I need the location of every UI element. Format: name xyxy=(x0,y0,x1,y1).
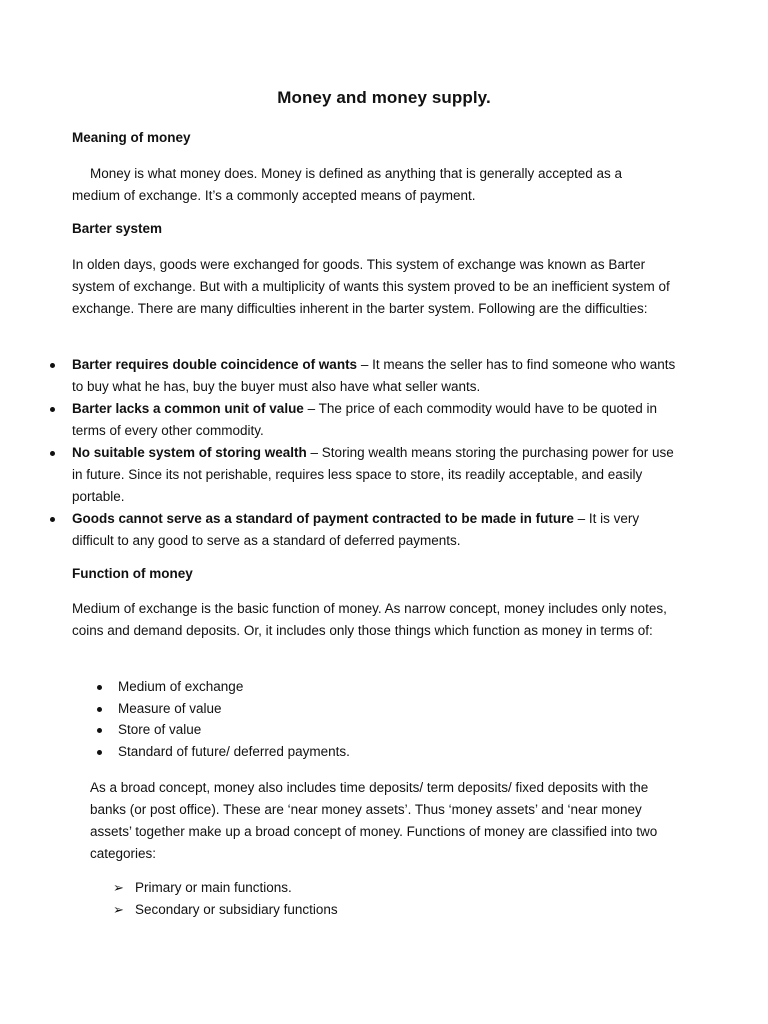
list-item xyxy=(118,676,350,698)
list-item-text: Secondary or subsidiary functions xyxy=(135,902,338,917)
arrow-bullet-icon: ➢ xyxy=(113,880,124,895)
bullet-icon xyxy=(50,407,55,412)
list-item-text: Standard of future/ deferred payments. xyxy=(118,744,350,760)
list-item xyxy=(72,354,682,398)
paragraph-broad-concept: As a broad concept, money also includes time deposits/ term deposits/ fixed deposits with the banks (or post office). These are ‘near money assets’. Thus ‘money assets’ and ‘near money assets’ together make up a broad concept of money. Functions of money are classified into two categories: xyxy=(90,780,658,861)
page-title: Money and money supply. xyxy=(277,88,491,107)
bullet-icon xyxy=(97,685,102,690)
list-item xyxy=(118,698,350,720)
bullet-icon xyxy=(50,363,55,368)
paragraph-barter: In olden days, goods were exchanged for goods. This system of exchange was known as Barter system of exchange. But with a multiplicity of wants this system proved to be an inefficient system of exchange. There are many difficulties inherent in the barter system. Following are the difficulties: xyxy=(72,257,670,316)
list-item xyxy=(118,719,350,741)
list-item xyxy=(72,398,682,442)
list-item-text: Primary or main functions. xyxy=(135,880,292,895)
bullet-icon xyxy=(97,750,102,755)
list-item-bold: No suitable system of storing wealth xyxy=(72,445,307,460)
list-item-text: – It means the seller has to find someone who wants to buy what he has, buy the buyer must also have what seller wants. xyxy=(72,357,676,394)
function-categories-list xyxy=(113,877,338,921)
paragraph-function: Medium of exchange is the basic function of money. As narrow concept, money includes only notes, coins and demand deposits. Or, it includes only those things which function as money in terms of: xyxy=(72,601,667,638)
list-item xyxy=(113,877,338,899)
paragraph-meaning: Money is what money does. Money is defined as anything that is generally accepted as a medium of exchange. It’s a commonly accepted means of payment. xyxy=(72,166,623,203)
list-item xyxy=(72,442,682,508)
heading-function-of-money: Function of money xyxy=(72,566,193,581)
bullet-icon xyxy=(97,728,102,733)
bullet-icon xyxy=(50,517,55,522)
barter-difficulties-list xyxy=(72,354,682,552)
list-item-bold: Barter requires double coincidence of wants xyxy=(72,357,358,372)
list-item-text: – Storing wealth means storing the purchasing power for use in future. Since its not perishable, requires less space to store, its readily acceptable, and easily portable. xyxy=(72,445,674,504)
list-item-bold: Goods cannot serve as a standard of payment contracted to be made in future xyxy=(72,511,574,526)
heading-barter-system: Barter system xyxy=(72,221,163,236)
list-item xyxy=(72,508,682,552)
list-item-text: Medium of exchange xyxy=(118,679,244,694)
list-item-bold: Barter lacks a common unit of value xyxy=(72,401,304,416)
list-item-text: – The price of each commodity would have to be quoted in terms of every other commodity. xyxy=(72,401,658,438)
bullet-icon xyxy=(50,451,55,456)
list-item-text: Store of value xyxy=(118,722,202,738)
list-item xyxy=(113,899,338,921)
list-item xyxy=(118,741,350,763)
list-item-text: Measure of value xyxy=(118,700,222,716)
heading-meaning-of-money: Meaning of money xyxy=(72,130,191,145)
narrow-concept-list xyxy=(118,676,350,763)
list-item-text: – It is very difficult to any good to serve as a standard of deferred payments. xyxy=(72,511,640,548)
bullet-icon xyxy=(97,707,102,712)
arrow-bullet-icon: ➢ xyxy=(113,902,124,917)
